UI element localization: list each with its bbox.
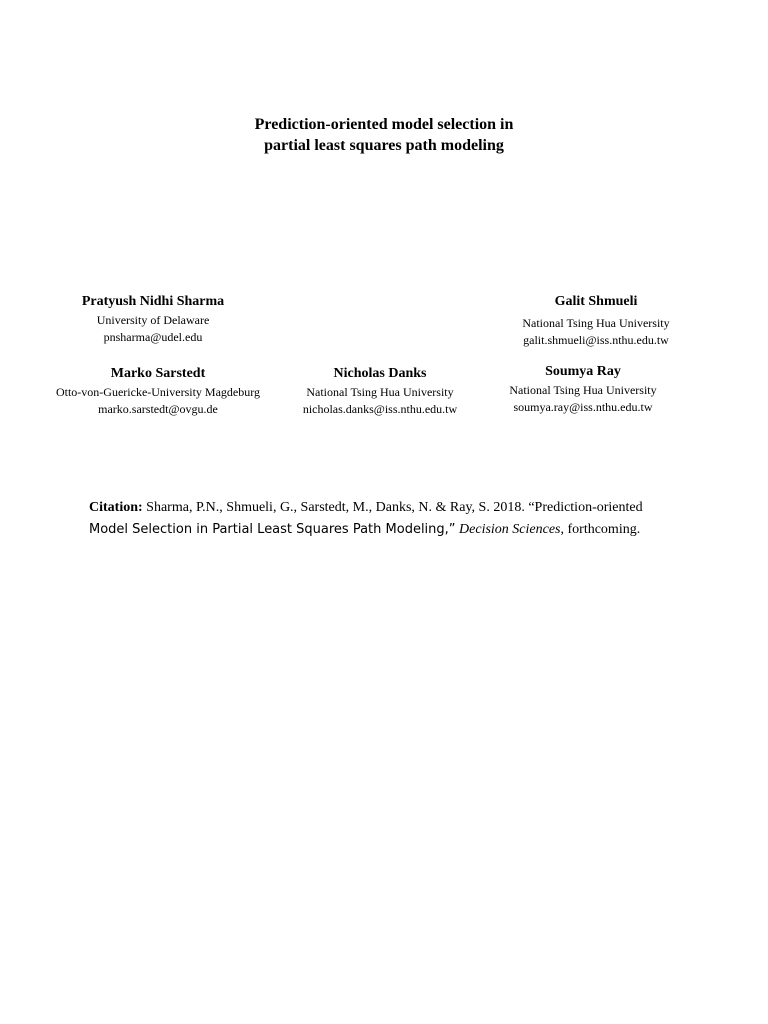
author-email: galit.shmueli@iss.nthu.edu.tw: [523, 333, 669, 347]
citation-label: Citation:: [89, 500, 143, 515]
author-email: pnsharma@udel.edu: [103, 330, 203, 344]
author-name: Pratyush Nidhi Sharma: [81, 294, 225, 309]
author-affiliation: National Tsing Hua University: [306, 385, 454, 399]
author-block-sharma: [38, 293, 268, 346]
citation-journal: Decision Sciences: [459, 522, 561, 537]
author-name: Marko Sarstedt: [110, 366, 206, 381]
author-block-shmueli: [486, 293, 706, 349]
paper-title-line-2: partial least squares path modeling: [264, 137, 504, 154]
citation-text-part-1: Sharma, P.N., Shmueli, G., Sarstedt, M., Danks, N. & Ray, S. 2018. “Prediction-oriented: [142, 500, 643, 515]
author-affiliation: National Tsing Hua University: [509, 383, 657, 397]
author-block-danks: [280, 365, 480, 418]
author-email: soumya.ray@iss.nthu.edu.tw: [513, 400, 653, 414]
citation-text-part-2: Model Selection in Partial Least Squares Path Modeling,”: [89, 522, 456, 537]
author-email: nicholas.danks@iss.nthu.edu.tw: [302, 402, 458, 416]
author-name: Galit Shmueli: [554, 294, 638, 309]
author-affiliation: Otto-von-Guericke-University Magdeburg: [55, 385, 261, 399]
citation-text-part-3: , forthcoming.: [560, 522, 641, 537]
author-name: Soumya Ray: [545, 364, 621, 379]
citation-paragraph: [89, 497, 709, 541]
author-affiliation: National Tsing Hua University: [522, 316, 670, 330]
author-affiliation: University of Delaware: [96, 313, 210, 327]
paper-title-line-1: Prediction-oriented model selection in: [254, 116, 514, 133]
author-email: marko.sarstedt@ovgu.de: [98, 402, 218, 416]
author-name: Nicholas Danks: [333, 366, 427, 381]
author-block-ray: [478, 363, 688, 416]
author-block-sarstedt: [38, 365, 278, 418]
paper-title: [0, 114, 768, 156]
